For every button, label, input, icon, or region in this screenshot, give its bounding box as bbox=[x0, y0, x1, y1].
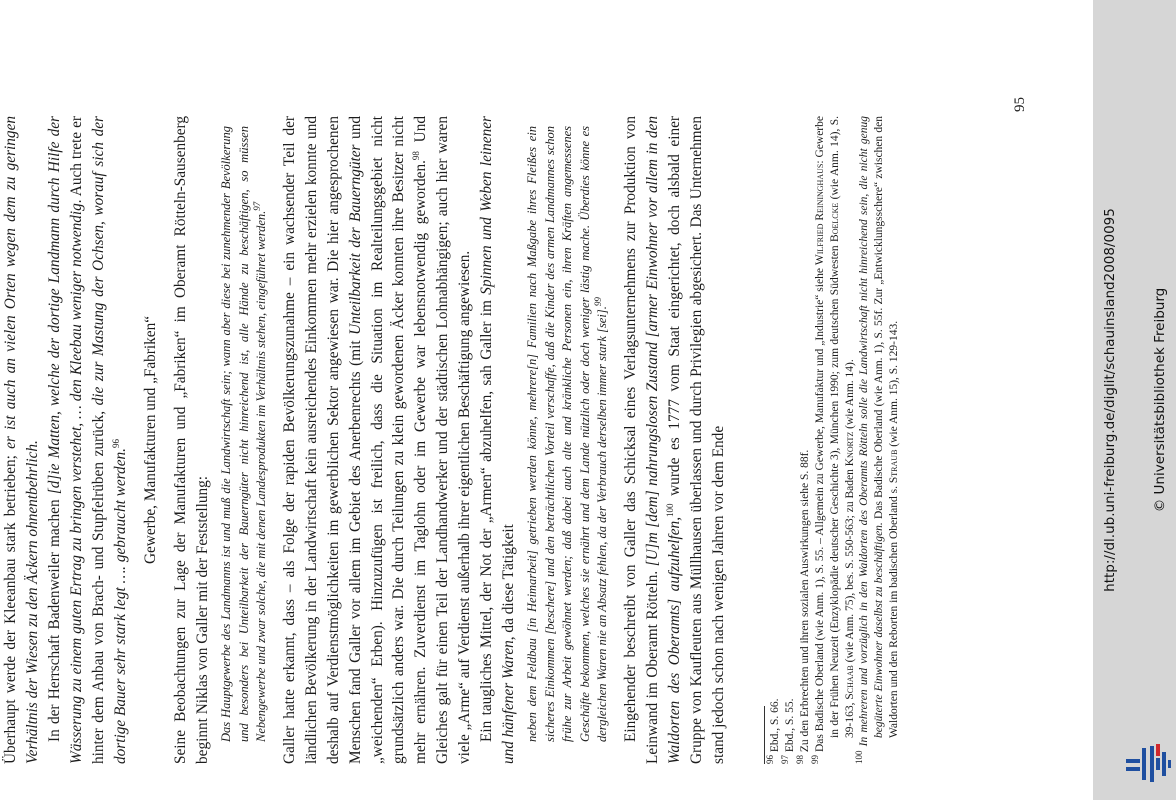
copyright-notice: © Universitätsbibliothek Freiburg bbox=[1152, 287, 1168, 513]
main-text bbox=[0, 116, 729, 764]
footnote-ref-96: 96 bbox=[110, 439, 121, 449]
section-heading: Gewerbe, Manufakturen und „Fabriken“ bbox=[142, 315, 160, 565]
paragraph-badenweiler: In der Herrschaft Badenweiler machen [d]ie Matten, welche der dortige Landmann durch Hilfe der Wässerung zu einem guten Ertrag zu bringen verstehet, … den Kleebau weniger notwendig. Auch trete er hinter dem Anbau von Brach- und Stupfelrüben zurück, die zur Mastung der Ochsen, worauf sich der dortige Bauer sehr stark legt …. gebraucht werden.$^{96}$ bbox=[45, 116, 129, 764]
block-quote-hauptgewerbe: Das Hauptgewerbe des Landmanns ist und muß die Landwirtschaft sein; wann aber diese bei zunehmender Bevölkerung und besonders bei Unteilbarkeit der Bauerngüter nicht hinreichend ist, alle Hände zu beschäftigen, so müssen Nebengewerbe und zwar solche, die mit denen Landesprodukten im Verhältnis stehen, eingeführet werden.$^{97}$ bbox=[219, 126, 269, 742]
footnote-97: $^{97}$ Ebd., S. 55. bbox=[780, 698, 796, 764]
footnote-99: $^{99}$ Das Badische Oberland (wie Anm. 1), S. 55. – Allgemein zu Gewerbe, Manufaktur und „Industrie“ siehe Wilfried Reininghaus: Gewerbe in der Frühen Neuzeit (Enzyklopädie deutscher Geschichte 3), München 1990; zum deutschen Südwesten Boelcke (wie Anm. 14), S. 39-163, Schaab (wie Anm. 75), bes. S. 550-563; zu Baden Knortz (wie Anm. 14). bbox=[809, 116, 856, 764]
paragraph-galler: Galler hatte erkannt, dass – als Folge der rapiden Bevölkerungszunahme – ein wachsender Teil der ländlichen Bevölkerung in der Landwirtschaft kein ausreichendes Einkommen mehr erzielen konnte und deshalb auf Verdienstmöglichkeiten im gewerblichen Sektor angewiesen war. Die hier angesprochenen Menschen fand Galler vor allem im Gebiet des Anerbenrechts (mit Unteilbarkeit der Bauerngüter und „weichenden“ Erben). Hinzuzufügen ist freilich, dass die Situation im Realteilungsgebiet nicht grundsätzlich anders war. Die durch Teilungen zu klein gewordenen Äcker konnten ihre Besitzer nicht mehr ernähren. Zuverdienst im Taglohn oder im Gewerbe war lebensnotwendig geworden.$^{98}$ Und Gleiches galt für einen Teil der Landhandwerker und der städtischen Lohnabhängigen; auch hier waren viele „Arme“ auf Verdienst außerhalb ihrer eigentlichen Beschäftigung angewiesen. bbox=[280, 116, 474, 764]
footnote-100: $^{100}$ In mehreren und vorzüglich in den Waldorten des Oberamts Rötteln solle die Landwirtschaft nicht hinreichend sein, die nicht genug begüterte Einwohner daselbst zu beschäftigen. Das Badische Oberland (wie Anm. 1), S. 55f. Zur „Entwicklungsschere“ zwischen den Waldorten und den Reborten im badischen Oberland s. Straub (wie Anm. 15), S. 129-143. bbox=[854, 115, 901, 764]
source-url-link[interactable]: http://dl.ub.uni-freiburg.de/diglit/schauinsland2008/0095 bbox=[1102, 208, 1118, 592]
paragraph-mittel: Ein taugliches Mittel, der Not der „Armen“ abzuhelfen, sah Galler im Spinnen und Weben leinener und hänfener Waren, da diese Tätigkeit bbox=[478, 116, 517, 764]
footnote-ref-100: 100 bbox=[664, 503, 675, 517]
footnote-ref-97: 97 bbox=[252, 201, 263, 211]
paragraph-kleeanbau: Überhaupt werde der Kleeanbau stark betrieben; er ist auch an vielen Orten wegen dem zu geringen Verhältnis der Wiesen zu den Äckern ohnentbehrlich. bbox=[2, 115, 41, 764]
paragraph-verlagsunternehmen: Eingehender beschreibt von Galler das Schicksal eines Verlagsunternehmens zur Produktion von Leinwand im Oberamt Rötteln. [U]m [dem] nahrungslosen Zustand [armer Einwohner vor allem in den Waldorten des Oberamts] aufzuhelfen,$^{100}$ wurde es 1777 vom Staat eingerichtet, doch alsbald einer Gruppe von Kaufleuten aus Müllhausen überlassen und durch Privilegien abgesichert. Das Unternehmen stand jedoch schon nach wenigen Jahren vor dem Ende bbox=[621, 116, 727, 764]
footnotes bbox=[765, 115, 902, 764]
footnote-ref-99: 99 bbox=[593, 297, 604, 307]
page-number: 95 bbox=[1012, 97, 1028, 112]
footnote-ref-98: 98 bbox=[411, 151, 422, 161]
footnote-96: $^{96}$ Ebd., S. 66. bbox=[765, 698, 781, 764]
library-logo-icon bbox=[1124, 742, 1172, 786]
paragraph-beobachtungen: Seine Beobachtungen zur Lage der Manufakturen und „Fabriken“ im Oberamt Rötteln-Sausenberg beginnt Niklas von Galler mit der Feststellung: bbox=[172, 116, 212, 764]
footnote-98: $^{98}$ Zu den Erbrechten und ihren sozialen Auswirkungen siehe S. 88f. bbox=[794, 449, 811, 764]
block-quote-feldbau: neben dem Feldbau [in Heimarbeit] getrieben werden könne, mehrere[n] Familien nach Maßgabe ihres Fleißes ein sicheres Einkommen [beschere] und den beträchtlichen Vorteil verschaffe, daß die Kinder des armen Landmannes schon frühe zur Arbeit gewöhnet werden; daß dabei auch alte und kränkliche Personen ein, ihren Kräften angemessenes Geschäfte bekommen, welches sie ernährt und dem Lande nützlich oder doch weniger lästig mache. Überdies könne es dergleichen Waren nie an Absatz fehlen, da der Verbrauch derselben immer stark [sei].$^{99}$ bbox=[524, 126, 610, 742]
